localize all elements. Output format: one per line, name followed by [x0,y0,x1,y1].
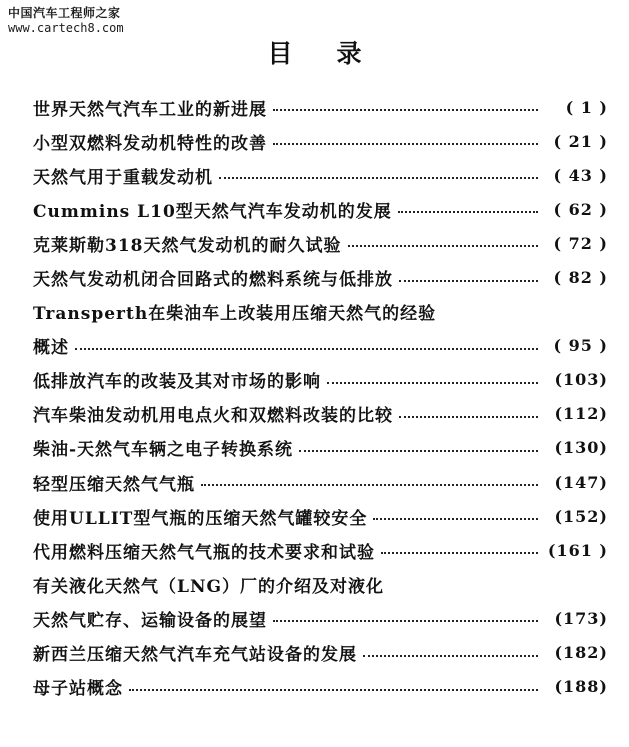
toc-entry[interactable] [33,226,608,260]
toc-entry-page: (112) [554,404,608,424]
dot-leader [273,109,538,111]
toc-entry-title-line1[interactable]: Transperth在柴油车上改装用压缩天然气的经验 [33,304,437,325]
toc-entry-title: 概述 [33,338,69,359]
toc-entry[interactable] [33,90,608,124]
watermark-url: www.cartech8.com [8,21,124,35]
dot-leader [363,655,538,657]
dot-leader [398,211,538,213]
toc-entry-title: 代用燃料压缩天然气气瓶的技术要求和试验 [33,542,375,563]
dot-leader [327,382,538,384]
toc-entry[interactable] [33,260,608,294]
toc-entry-title: Cummins L10型天然气汽车发动机的发展 [33,201,392,222]
toc-entry-title: 汽车柴油发动机用电点火和双燃料改装的比较 [33,406,393,427]
toc-entry-page: ( 43 ) [553,165,608,185]
toc-entry-page: (152) [554,506,608,526]
toc-entry-title: 柴油-天然气车辆之电子转换系统 [33,440,294,461]
toc-entry[interactable] [33,397,608,431]
toc-entry[interactable] [33,192,608,226]
toc-entry-title: 低排放汽车的改装及其对市场的影响 [33,372,321,393]
watermark-site-name: 中国汽车工程师之家 [8,6,121,20]
toc-entry-page: (103) [554,370,608,390]
toc-entry-title-line1[interactable]: 有关液化天然气（LNG）厂的介绍及对液化 [33,576,385,597]
dot-leader [201,484,538,486]
toc-entry-page: (173) [554,608,608,628]
toc-entry-page: (130) [554,438,608,458]
toc-entry-page: (188) [554,677,608,697]
dot-leader [273,143,538,145]
toc-entry-page: (182) [554,643,608,663]
table-of-contents [33,90,608,704]
toc-entry-title: 新西兰压缩天然气汽车充气站设备的发展 [33,645,357,666]
dot-leader [348,245,539,247]
dot-leader [399,280,538,282]
toc-entry-page: ( 1 ) [565,97,608,117]
toc-entry-page: ( 72 ) [553,233,608,253]
toc-entry[interactable] [33,533,608,567]
toc-entry[interactable] [33,158,608,192]
toc-entry[interactable] [33,670,608,704]
dot-leader [381,552,538,554]
toc-entry[interactable] [33,601,608,635]
toc-entry-title: 天然气用于重载发动机 [33,167,213,188]
toc-entry[interactable] [33,465,608,499]
toc-entry-title: 世界天然气汽车工业的新进展 [33,99,267,120]
dot-leader [299,450,538,452]
toc-entry-title: 天然气贮存、运输设备的展望 [33,610,267,631]
toc-entry-page: ( 62 ) [553,199,608,219]
dot-leader [219,177,538,179]
toc-entry[interactable] [33,329,608,363]
dot-leader [399,416,538,418]
watermark [8,6,124,36]
toc-entry-page: (147) [554,472,608,492]
dot-leader [373,518,538,520]
toc-entry-page: ( 82 ) [553,268,608,288]
toc-entry-page: (161 ) [547,540,608,560]
toc-entry[interactable] [33,636,608,670]
toc-entry-title: 轻型压缩天然气气瓶 [33,474,195,495]
toc-entry[interactable] [33,431,608,465]
toc-entry[interactable] [33,499,608,533]
toc-entry-page: ( 95 ) [553,336,608,356]
toc-entry[interactable] [33,124,608,158]
toc-entry-title: 克莱斯勒318天然气发动机的耐久试验 [33,235,342,256]
toc-entry-page: ( 21 ) [553,131,608,151]
toc-entry-title: 天然气发动机闭合回路式的燃料系统与低排放 [33,270,393,291]
toc-entry[interactable] [33,363,608,397]
page-title: 目录 [267,39,406,68]
toc-entry-title: 使用ULLIT型气瓶的压缩天然气罐较安全 [33,508,368,529]
toc-entry-title: 母子站概念 [33,679,123,700]
dot-leader [273,620,538,622]
toc-entry-title: 小型双燃料发动机特性的改善 [33,133,267,154]
dot-leader [75,348,538,350]
dot-leader [129,689,538,691]
